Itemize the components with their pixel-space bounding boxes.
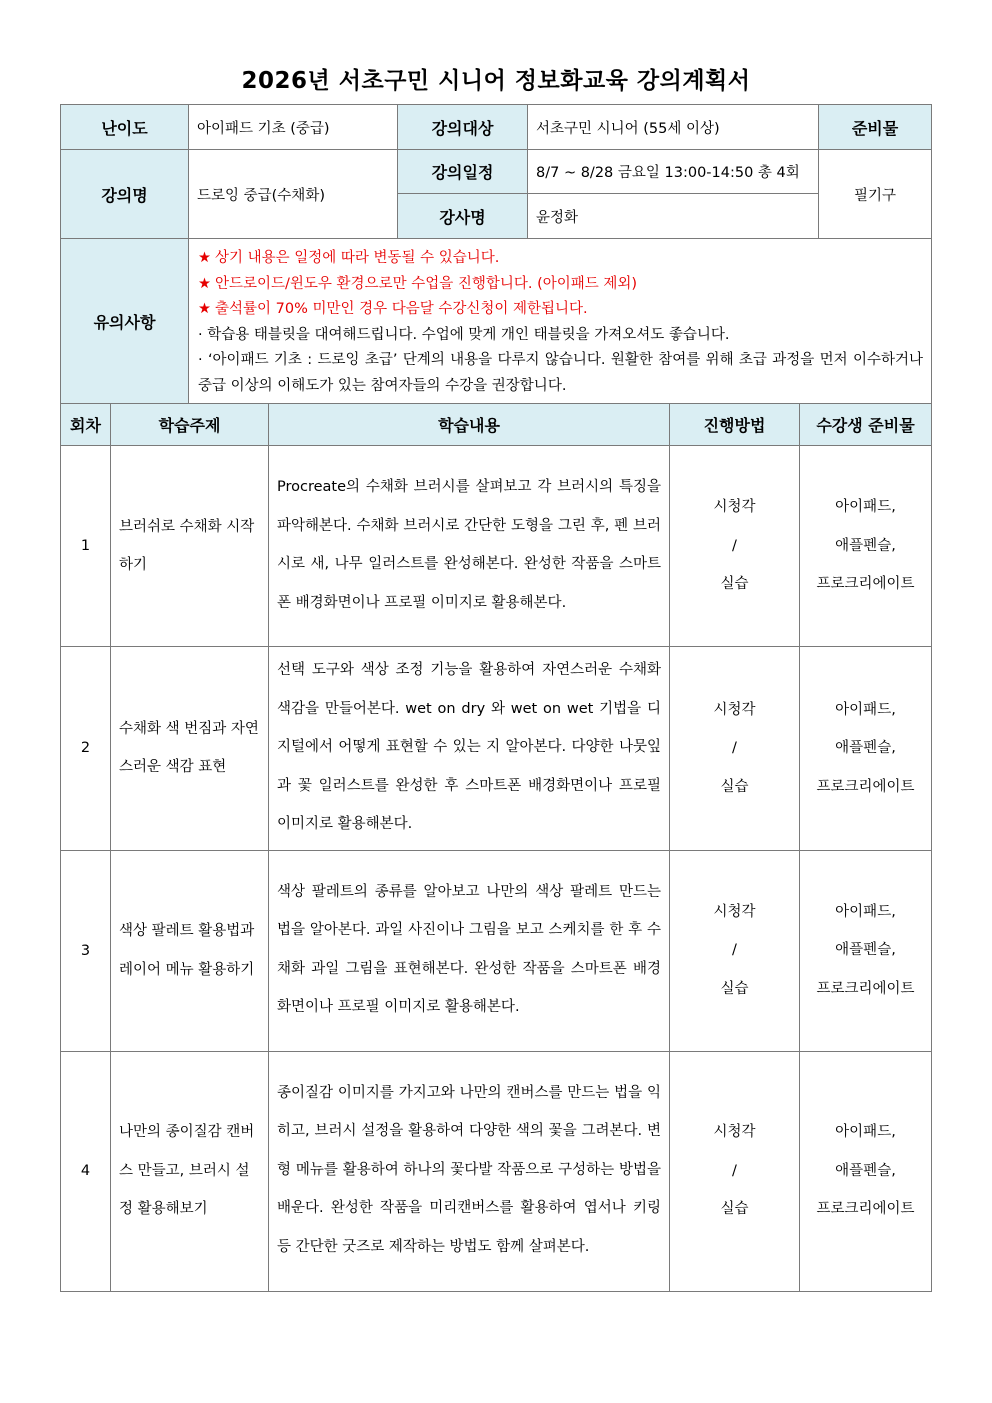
session-materials: 아이패드, 애플펜슬, 프로크리에이트: [800, 850, 932, 1051]
session-content: 선택 도구와 색상 조정 기능을 활용하여 자연스러운 수채화 색감을 만들어본다. wet on dry 와 wet on wet 기법을 디지털에서 어떻게 표현할 수 있는 지 알아본다. 다양한 나뭇잎과 꽃 일러스트를 완성한 후 스마트폰 배경화면이나 프로필 이미지로 활용해본다.: [269, 647, 670, 851]
note-red-1: ★ 상기 내용은 일정에 따라 변동될 수 있습니다.: [198, 250, 500, 266]
session-content: Procreate의 수채화 브러시를 살펴보고 각 브러시의 특징을 파악해본다. 수채화 브러시로 간단한 도형을 그린 후, 펜 브러시로 새, 나무 일러스트를 완성해본다. 완성한 작품을 스마트폰 배경화면이나 프로필 이미지로 활용해본다.: [269, 446, 670, 647]
table-row: [61, 446, 932, 647]
session-materials: 아이패드, 애플펜슬, 프로크리에이트: [800, 647, 932, 851]
session-number: 2: [61, 647, 111, 851]
instructor-label: 강사명: [398, 194, 528, 239]
page-title: 2026년 서초구민 시니어 정보화교육 강의계획서: [241, 68, 751, 94]
session-topic: 브러쉬로 수채화 시작하기: [111, 446, 269, 647]
note-1: · 학습용 태블릿을 대여해드립니다. 수업에 맞게 개인 태블릿을 가져오셔도 좋습니다.: [198, 326, 730, 343]
session-content: 종이질감 이미지를 가지고와 나만의 캔버스를 만드는 법을 익히고, 브러시 설정을 활용하여 다양한 색의 꽃을 그려본다. 변형 메뉴를 활용하여 하나의 꽃다발 작품으로 구성하는 방법을 배운다. 완성한 작품을 미리캔버스를 활용하여 엽서나 키링 등 간단한 굿즈로 제작하는 방법도 함께 살펴본다.: [269, 1051, 670, 1291]
table-row: [61, 647, 932, 851]
header-topic: 학습주제: [111, 404, 269, 446]
target-value: 서초구민 시니어 (55세 이상): [528, 105, 819, 150]
session-materials: 아이패드, 애플펜슬, 프로크리에이트: [800, 446, 932, 647]
schedule-table: [60, 403, 932, 1292]
session-topic: 수채화 색 번짐과 자연스러운 색감 표현: [111, 647, 269, 851]
course-value: 드로잉 중급(수채화): [189, 150, 398, 239]
prep-label: 준비물: [819, 105, 932, 150]
note-red-2: ★ 안드로이드/윈도우 환경으로만 수업을 진행합니다. (아이패드 제외): [198, 275, 638, 292]
session-method: 시청각 / 실습: [670, 446, 800, 647]
table-row: [61, 850, 932, 1051]
session-materials: 아이패드, 애플펜슬, 프로크리에이트: [800, 1051, 932, 1291]
note-2: · ‘아이패드 기초 : 드로잉 초급’ 단계의 내용을 다루지 않습니다. 원활한 참여를 위해 초급 과정을 먼저 이수하거나 중급 이상의 이해도가 있는 참여자들의 수강을 권장합니다.: [198, 352, 923, 394]
session-method: 시청각 / 실습: [670, 850, 800, 1051]
session-number: 3: [61, 850, 111, 1051]
target-label: 강의대상: [398, 105, 528, 150]
note-red-3: ★ 출석률이 70% 미만인 경우 다음달 수강신청이 제한됩니다.: [198, 301, 588, 317]
prep-value: 필기구: [819, 150, 932, 239]
schedule-label: 강의일정: [398, 150, 528, 194]
header-no: 회차: [61, 404, 111, 446]
star-icon: ★: [198, 301, 211, 317]
level-label: 난이도: [61, 105, 189, 150]
session-number: 1: [61, 446, 111, 647]
course-info-table: [60, 104, 932, 405]
header-materials: 수강생 준비물: [800, 404, 932, 446]
course-label: 강의명: [61, 150, 189, 239]
session-content: 색상 팔레트의 종류를 알아보고 나만의 색상 팔레트 만드는 법을 알아본다. 과일 사진이나 그림을 보고 스케치를 한 후 수채화 과일 그림을 표현해본다. 완성한 작품을 스마트폰 배경화면이나 프로필 이미지로 활용해본다.: [269, 850, 670, 1051]
session-method: 시청각 / 실습: [670, 647, 800, 851]
session-method: 시청각 / 실습: [670, 1051, 800, 1291]
star-icon: ★: [198, 275, 211, 292]
header-method: 진행방법: [670, 404, 800, 446]
notes-label: 유의사항: [61, 239, 189, 405]
level-value: 아이패드 기초 (중급): [189, 105, 398, 150]
star-icon: ★: [198, 250, 211, 266]
instructor-value: 윤정화: [528, 194, 819, 239]
notes-cell: [189, 239, 932, 405]
session-topic: 색상 팔레트 활용법과 레이어 메뉴 활용하기: [111, 850, 269, 1051]
session-topic: 나만의 종이질감 캔버스 만들고, 브러시 설정 활용해보기: [111, 1051, 269, 1291]
header-content: 학습내용: [269, 404, 670, 446]
table-row: [61, 1051, 932, 1291]
schedule-value: 8/7 ~ 8/28 금요일 13:00-14:50 총 4회: [528, 150, 819, 194]
session-number: 4: [61, 1051, 111, 1291]
